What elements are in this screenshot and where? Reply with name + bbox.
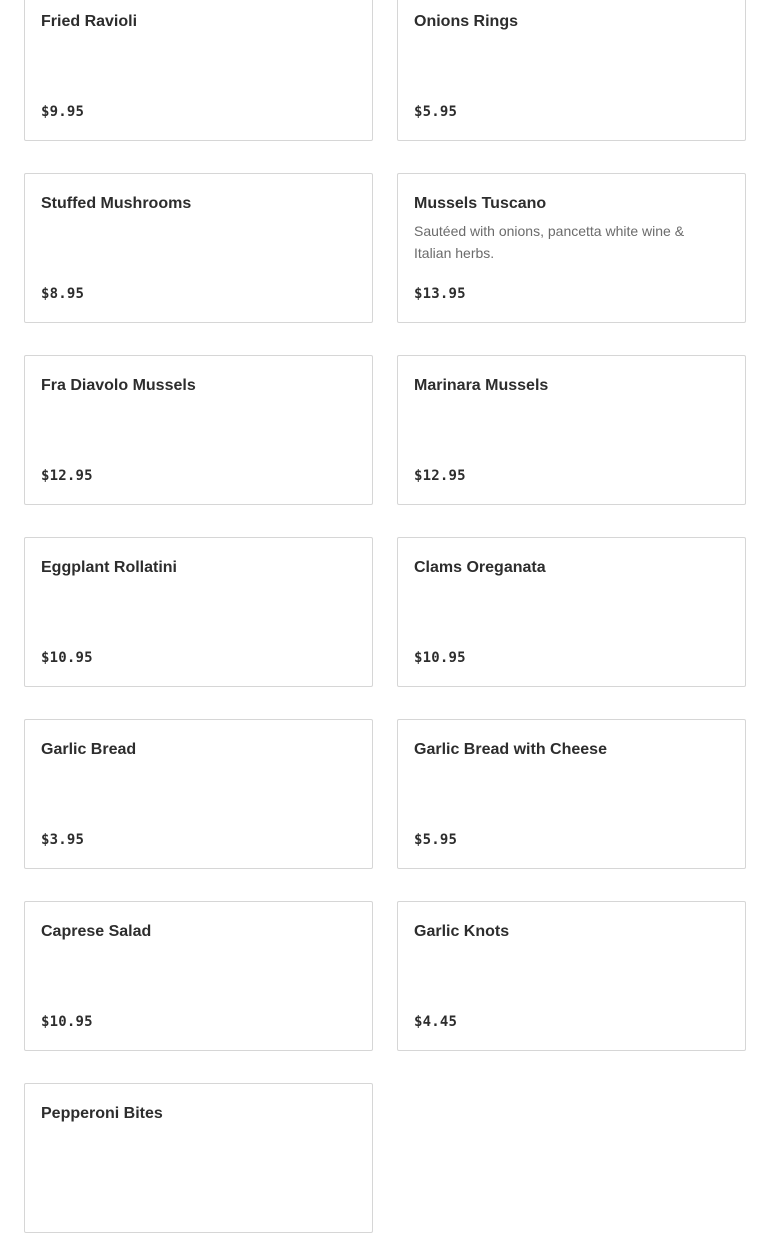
menu-item-name: Fra Diavolo Mussels xyxy=(41,377,196,394)
menu-item-name: Mussels Tuscano xyxy=(414,195,547,212)
menu-item-price: $10.95 xyxy=(41,1014,93,1030)
menu-item-name: Garlic Bread with Cheese xyxy=(414,741,607,758)
menu-item-price: $5.95 xyxy=(414,104,458,120)
menu-item-card[interactable] xyxy=(397,173,746,323)
menu-item-name: Garlic Knots xyxy=(414,923,510,940)
menu-item-price: $3.95 xyxy=(41,832,85,848)
menu-item-card[interactable] xyxy=(397,0,746,141)
menu-item-card[interactable] xyxy=(397,355,746,505)
menu-item-card[interactable] xyxy=(397,719,746,869)
menu-item-price: $10.95 xyxy=(414,650,466,666)
menu-item-card[interactable] xyxy=(24,901,373,1051)
menu-item-card[interactable] xyxy=(397,901,746,1051)
menu-item-name: Eggplant Rollatini xyxy=(41,559,177,576)
menu-item-card[interactable] xyxy=(24,1083,373,1233)
menu-item-price: $12.95 xyxy=(41,468,93,484)
menu-item-card[interactable] xyxy=(24,719,373,869)
menu-item-card[interactable] xyxy=(24,537,373,687)
menu-item-name: Stuffed Mushrooms xyxy=(41,195,192,212)
menu-item-description: Sautéed with onions, pancetta white wine & Italian herbs. xyxy=(414,223,685,261)
menu-item-price: $10.95 xyxy=(41,650,93,666)
menu-item-name: Pepperoni Bites xyxy=(41,1105,163,1122)
menu-item-name: Fried Ravioli xyxy=(41,13,138,30)
menu-item-price: $9.95 xyxy=(41,104,85,120)
menu-item-name: Garlic Bread xyxy=(41,741,137,758)
menu-item-price: $5.95 xyxy=(414,832,458,848)
menu-item-grid xyxy=(24,0,746,1233)
menu-item-price: $12.95 xyxy=(414,468,466,484)
menu-item-name: Clams Oreganata xyxy=(414,559,546,576)
menu-item-name: Marinara Mussels xyxy=(414,377,549,394)
menu-item-card[interactable] xyxy=(24,355,373,505)
menu-item-name: Caprese Salad xyxy=(41,923,152,940)
menu-item-name: Onions Rings xyxy=(414,13,518,30)
menu-item-card[interactable] xyxy=(24,173,373,323)
menu-item-price: $4.45 xyxy=(414,1014,458,1030)
menu-item-price: $8.95 xyxy=(41,286,85,302)
menu-item-card[interactable] xyxy=(397,537,746,687)
menu-item-card[interactable] xyxy=(24,0,373,141)
menu-item-price: $13.95 xyxy=(414,286,466,302)
